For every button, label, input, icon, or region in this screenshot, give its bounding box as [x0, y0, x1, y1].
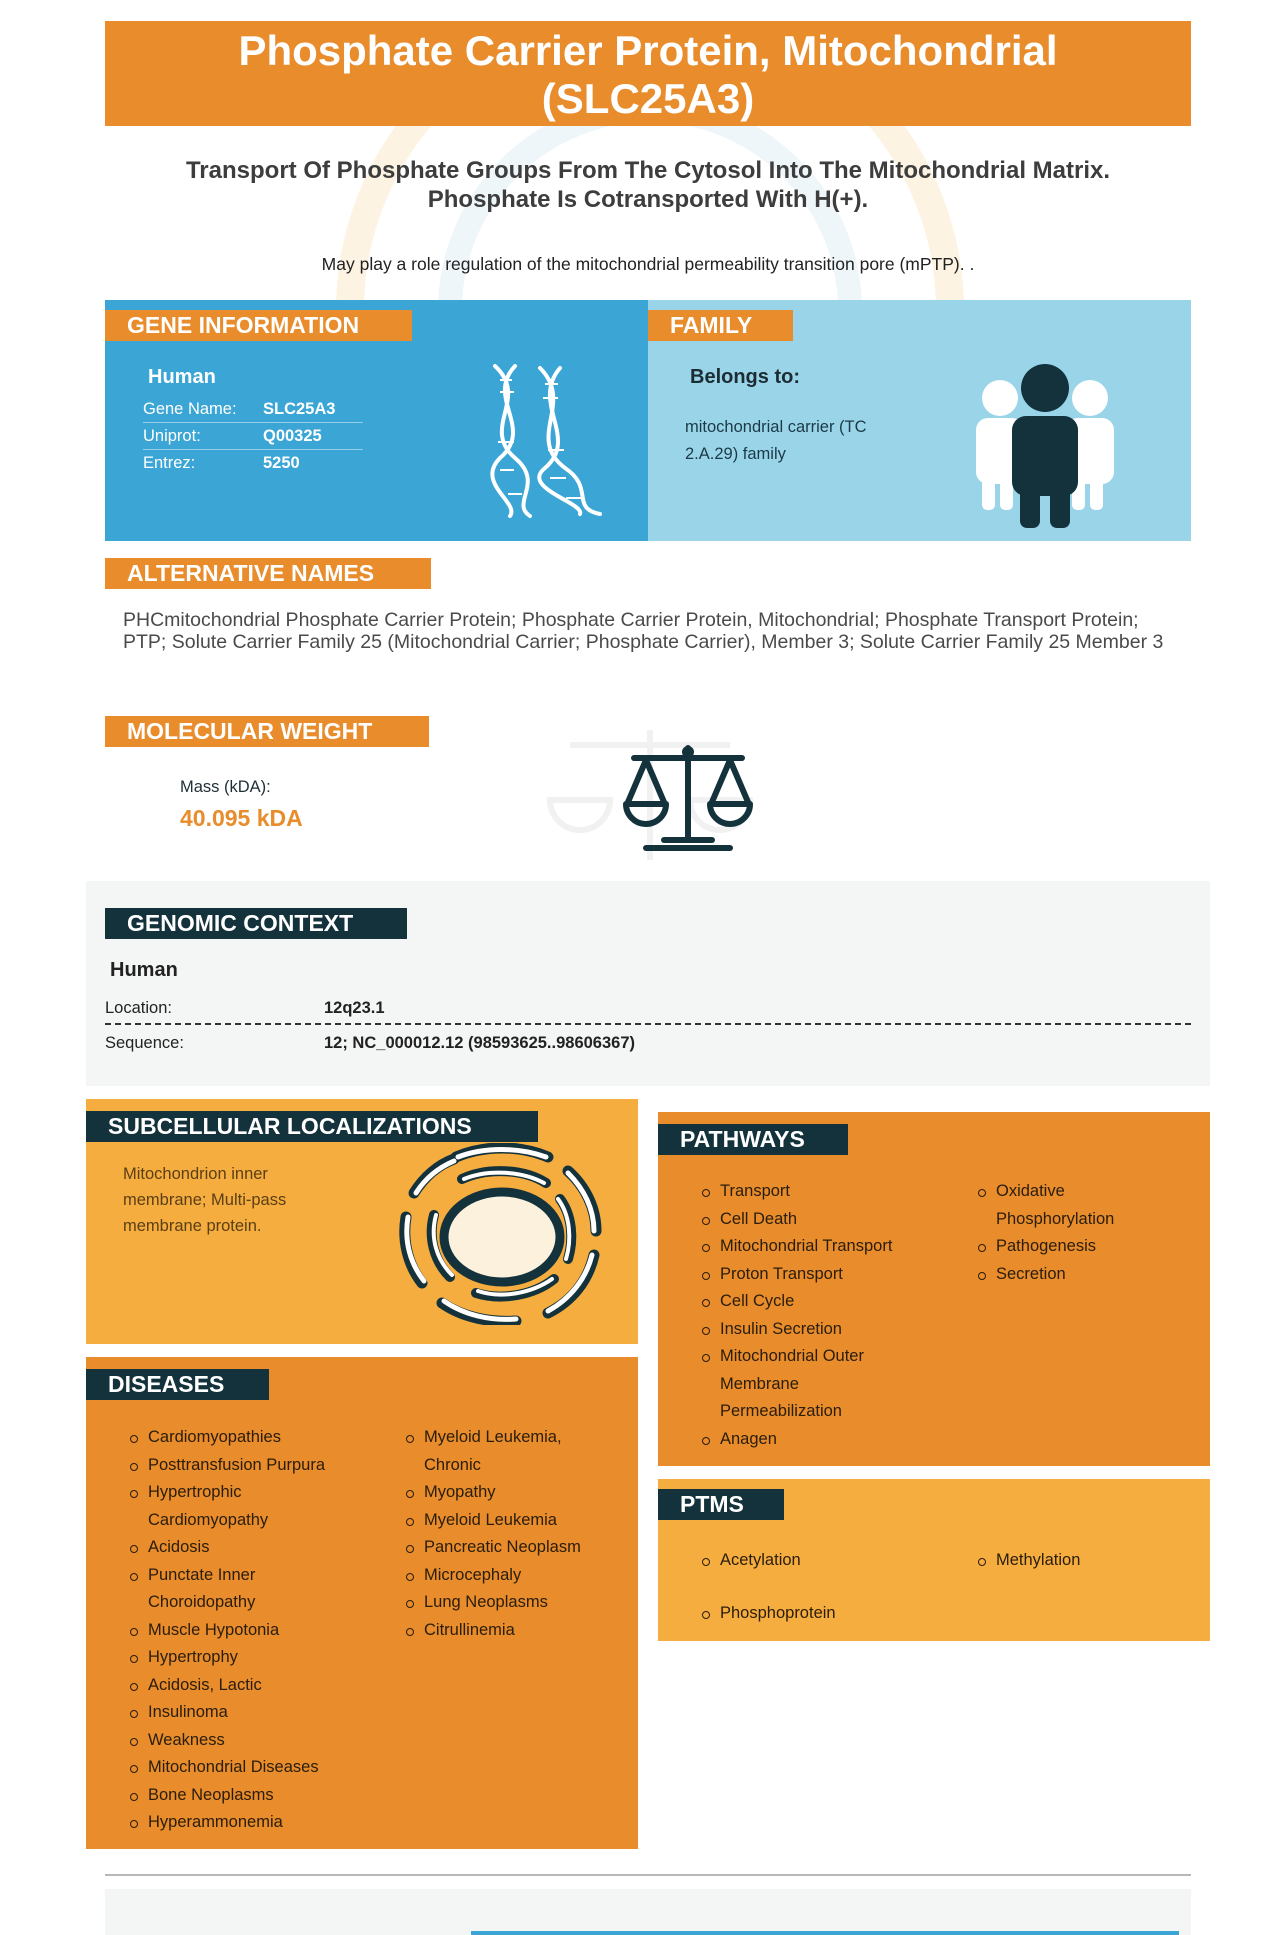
family-text: mitochondrial carrier (TC 2.A.29) family	[685, 418, 867, 463]
gene-organism: Human	[148, 366, 216, 388]
mitochondrion-icon	[398, 1143, 602, 1325]
genomic-organism: Human	[110, 959, 178, 981]
mass-label: Mass (kDA):	[180, 778, 271, 796]
genomic-location-row	[105, 991, 1191, 1025]
list-item: Proton Transport	[702, 1261, 912, 1289]
family-panel	[648, 300, 1191, 541]
list-item: Cell Cycle	[702, 1288, 912, 1316]
mass-value: 40.095 kDA	[180, 805, 303, 831]
dna-icon	[470, 358, 620, 520]
list-item: Muscle Hypotonia	[130, 1617, 370, 1645]
list-item: Cell Death	[702, 1206, 912, 1234]
list-item: Weakness	[130, 1727, 370, 1755]
alternative-names-text: PHCmitochondrial Phosphate Carrier Protein; Phosphate Carrier Protein, Mitochondrial; Phosphate Transport Protein; PTP; Solute Carrier Family 25 (Mitochondrial Carrier; Phosphate Carrier), Member 3; Solute Carrier Family 25 Member 3	[123, 609, 1164, 653]
gene-info-label: Gene Name:	[143, 400, 237, 418]
pathways-list-col2	[978, 1178, 1178, 1288]
gene-info-table	[143, 396, 363, 477]
family-heading: FAMILY	[648, 310, 793, 341]
list-item: Pathogenesis	[978, 1233, 1178, 1261]
footer-panel	[105, 1889, 1191, 1935]
diseases-list-col2	[406, 1424, 626, 1644]
diseases-heading: DISEASES	[86, 1369, 269, 1400]
page-title-line2: (SLC25A3)	[541, 75, 755, 122]
page-title	[105, 21, 1191, 126]
gene-info-label: Uniprot:	[143, 427, 201, 445]
ptms-heading: PTMS	[658, 1489, 784, 1520]
list-item: Citrullinemia	[406, 1617, 626, 1645]
sequence-label: Sequence:	[105, 1034, 184, 1052]
alternative-names-heading: ALTERNATIVE NAMES	[105, 558, 431, 589]
list-item: Mitochondrial Transport	[702, 1233, 912, 1261]
function-summary-line1: Transport Of Phosphate Groups From The Cytosol Into The Mitochondrial Matrix.	[185, 157, 1111, 184]
gene-info-value: SLC25A3	[263, 400, 336, 418]
function-summary	[105, 156, 1191, 214]
subcellular-text: Mitochondrion inner membrane; Multi-pass membrane protein.	[123, 1165, 287, 1235]
list-item: Punctate Inner Choroidopathy	[130, 1562, 300, 1617]
list-item: Hypertrophy	[130, 1644, 370, 1672]
footer-accent-bar	[471, 1931, 1179, 1935]
ptms-list-col1	[702, 1547, 922, 1652]
gene-info-row	[143, 423, 363, 450]
list-item: Bone Neoplasms	[130, 1782, 370, 1810]
list-item: Anagen	[702, 1426, 912, 1454]
function-description: May play a role regulation of the mitochondrial permeability transition pore (mPTP). .	[321, 254, 975, 274]
list-item: Myeloid Leukemia	[406, 1507, 626, 1535]
list-item: Mitochondrial Diseases	[130, 1754, 370, 1782]
list-item: Myopathy	[406, 1479, 626, 1507]
list-item: Methylation	[978, 1547, 1178, 1575]
list-item: Cardiomyopathies	[130, 1424, 370, 1452]
family-belongs-label: Belongs to:	[690, 366, 800, 388]
list-item: Mitochondrial Outer Membrane Permeabilization	[702, 1343, 877, 1426]
subcellular-localizations-panel	[86, 1099, 638, 1344]
sequence-value: 12; NC_000012.12 (98593625..98606367)	[324, 1034, 636, 1052]
gene-info-value: Q00325	[263, 427, 322, 445]
subcellular-localizations-heading: SUBCELLULAR LOCALIZATIONS	[86, 1111, 538, 1142]
list-item: Oxidative Phosphorylation	[978, 1178, 1128, 1233]
ptms-panel	[658, 1479, 1210, 1641]
list-item: Microcephaly	[406, 1562, 626, 1590]
genomic-sequence-row	[105, 1026, 1191, 1060]
list-item: Myeloid Leukemia, Chronic	[406, 1424, 596, 1479]
pathways-list-col1	[702, 1178, 912, 1453]
gene-info-value: 5250	[263, 454, 300, 472]
list-item: Acidosis, Lactic	[130, 1672, 370, 1700]
list-item: Secretion	[978, 1261, 1178, 1289]
list-item: Insulin Secretion	[702, 1316, 912, 1344]
gene-information-heading: GENE INFORMATION	[105, 310, 412, 341]
location-value: 12q23.1	[324, 999, 385, 1017]
genomic-context-heading: GENOMIC CONTEXT	[105, 908, 407, 939]
pathways-heading: PATHWAYS	[658, 1124, 848, 1155]
diseases-panel	[86, 1357, 638, 1849]
list-item: Posttransfusion Purpura	[130, 1452, 370, 1480]
list-item: Transport	[702, 1178, 912, 1206]
list-item: Pancreatic Neoplasm	[406, 1534, 626, 1562]
family-people-icon	[970, 360, 1120, 530]
page-title-line1: Phosphate Carrier Protein, Mitochondrial	[238, 27, 1058, 74]
gene-info-row	[143, 396, 363, 423]
list-item: Phosphoprotein	[702, 1600, 922, 1628]
diseases-list-col1	[130, 1424, 370, 1837]
list-item: Acetylation	[702, 1547, 922, 1575]
function-summary-line2: Phosphate Is Cotransported With H(+).	[427, 186, 869, 213]
location-label: Location:	[105, 999, 172, 1017]
footer-divider	[105, 1874, 1191, 1876]
balance-scale-icon	[620, 742, 756, 856]
list-item: Hypertrophic Cardiomyopathy	[130, 1479, 300, 1534]
gene-info-label: Entrez:	[143, 454, 196, 472]
list-item: Insulinoma	[130, 1699, 370, 1727]
ptms-list-col2	[978, 1547, 1178, 1600]
gene-information-panel	[105, 300, 648, 541]
molecular-weight-heading: MOLECULAR WEIGHT	[105, 716, 429, 747]
pathways-panel	[658, 1112, 1210, 1466]
list-item: Lung Neoplasms	[406, 1589, 626, 1617]
genomic-context-panel	[86, 881, 1210, 1086]
list-item: Acidosis	[130, 1534, 370, 1562]
list-item: Hyperammonemia	[130, 1809, 370, 1837]
gene-info-row	[143, 450, 363, 477]
